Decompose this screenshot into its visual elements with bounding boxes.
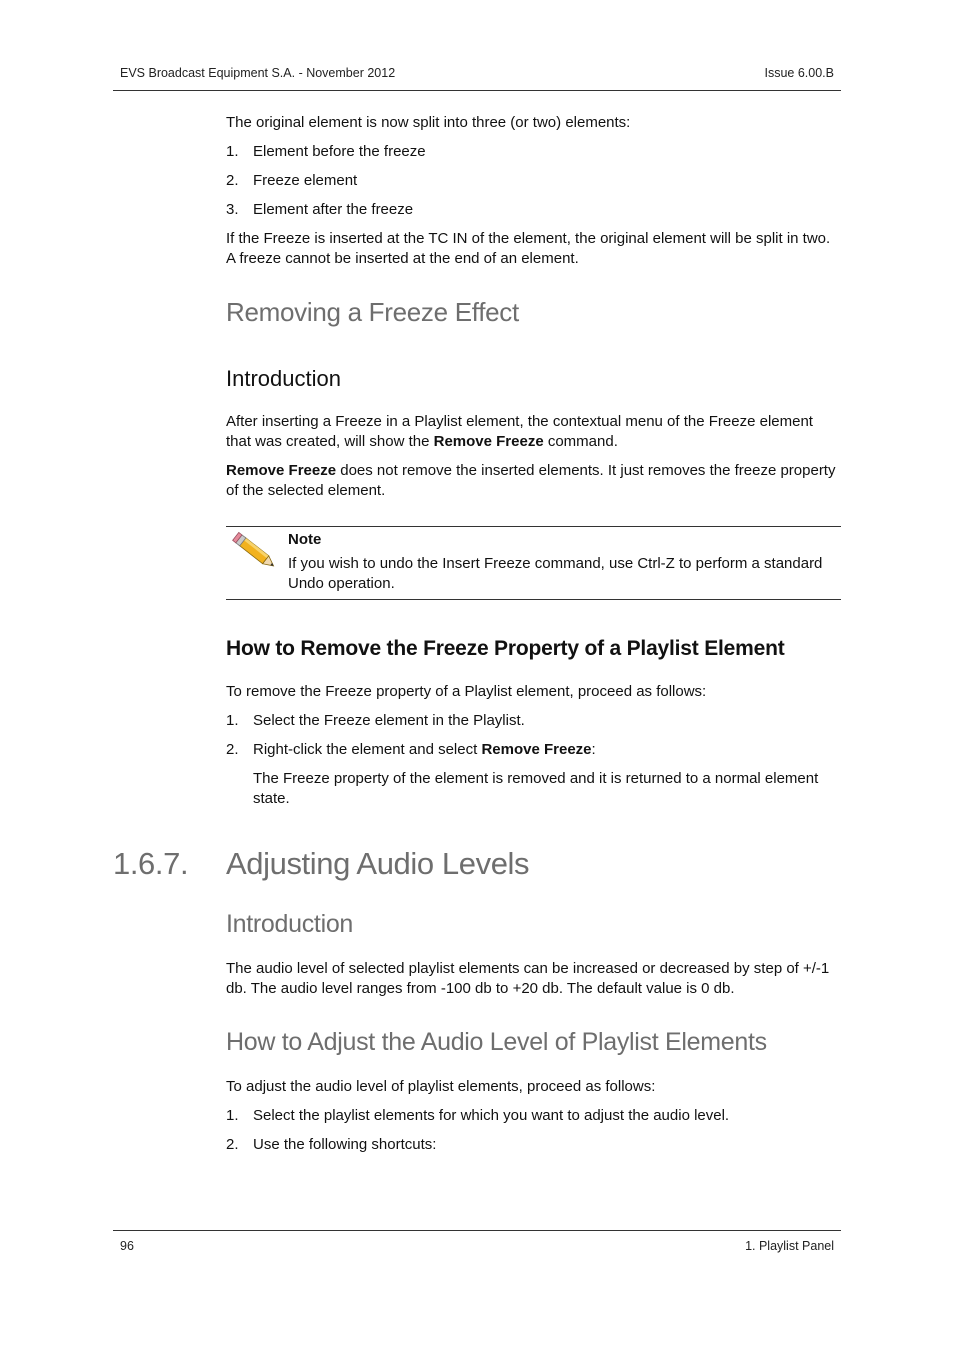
note-title: Note (288, 531, 322, 548)
howto-adjust-intro: To adjust the audio level of playlist elements, proceed as follows: (226, 1078, 656, 1095)
removing-paragraph-1 (226, 412, 841, 452)
header-issue: Issue 6.00.B (764, 66, 834, 80)
list-item (226, 142, 841, 162)
split-intro: The original element is now split into three (or two) elements: (226, 114, 631, 131)
command-name: Remove Freeze (481, 741, 592, 758)
list-text: Freeze element (253, 172, 358, 189)
list-item (226, 711, 841, 731)
pencil-icon (232, 530, 282, 576)
list-item (226, 1135, 841, 1155)
text-run: Right-click the element and select (253, 741, 482, 758)
list-item (226, 1106, 841, 1126)
list-number: 1. (226, 1107, 239, 1124)
list-number: 1. (226, 143, 239, 160)
command-name: Remove Freeze (433, 433, 544, 450)
footer-chapter: 1. Playlist Panel (745, 1239, 834, 1253)
list-number: 2. (226, 741, 239, 758)
split-note: If the Freeze is inserted at the TC IN of the element, the original element will be split in two. A freeze cannot be inserted at the end of an element. (226, 230, 831, 267)
text-run: : (591, 741, 596, 758)
audio-introduction-text: The audio level of selected playlist elements can be increased or decreased by step of +/-1 db. The audio level ranges from -100 db to +20 db. The default value is 0 db. (226, 960, 830, 997)
list-text: Select the Freeze element in the Playlist. (253, 712, 525, 729)
subheading-introduction: Introduction (226, 366, 341, 391)
note-box (226, 526, 841, 600)
section-heading-removing-freeze: Removing a Freeze Effect (226, 297, 519, 327)
text-run: does not remove the inserted elements. It just removes the freeze property of the selected element. (226, 462, 836, 499)
list-item (226, 740, 841, 760)
list-item (226, 171, 841, 191)
step-result: The Freeze property of the element is removed and it is returned to a normal element state. (253, 770, 819, 807)
list-number: 2. (226, 172, 239, 189)
page-header (113, 64, 841, 91)
list-text: Element before the freeze (253, 143, 426, 160)
howto-adjust-heading: How to Adjust the Audio Level of Playlist Elements (226, 1028, 767, 1056)
text-run: After inserting a Freeze in a Playlist element, the contextual menu of the Freeze element that was created, will show the (226, 413, 813, 450)
header-publisher: EVS Broadcast Equipment S.A. - November 2012 (120, 66, 396, 80)
howto-remove-heading: How to Remove the Freeze Property of a Playlist Element (226, 637, 785, 660)
page-number: 96 (120, 1239, 134, 1253)
howto-remove-intro: To remove the Freeze property of a Playlist element, proceed as follows: (226, 683, 707, 700)
list-number: 1. (226, 712, 239, 729)
list-text: Element after the freeze (253, 201, 414, 218)
list-text: Select the playlist elements for which you want to adjust the audio level. (253, 1107, 730, 1124)
command-name: Remove Freeze (226, 462, 337, 479)
audio-introduction-heading: Introduction (226, 910, 354, 938)
text-run: command. (543, 433, 618, 450)
page-footer (113, 1230, 841, 1257)
removing-paragraph-2 (226, 461, 841, 501)
list-text: Use the following shortcuts: (253, 1136, 437, 1153)
list-text (253, 740, 596, 760)
section-number: 1.6.7. (113, 846, 189, 881)
section-title-audio-levels: Adjusting Audio Levels (226, 846, 530, 881)
list-item (226, 200, 841, 220)
list-number: 2. (226, 1136, 239, 1153)
list-number: 3. (226, 201, 239, 218)
note-text: If you wish to undo the Insert Freeze command, use Ctrl-Z to perform a standard Undo operation. (288, 555, 823, 592)
